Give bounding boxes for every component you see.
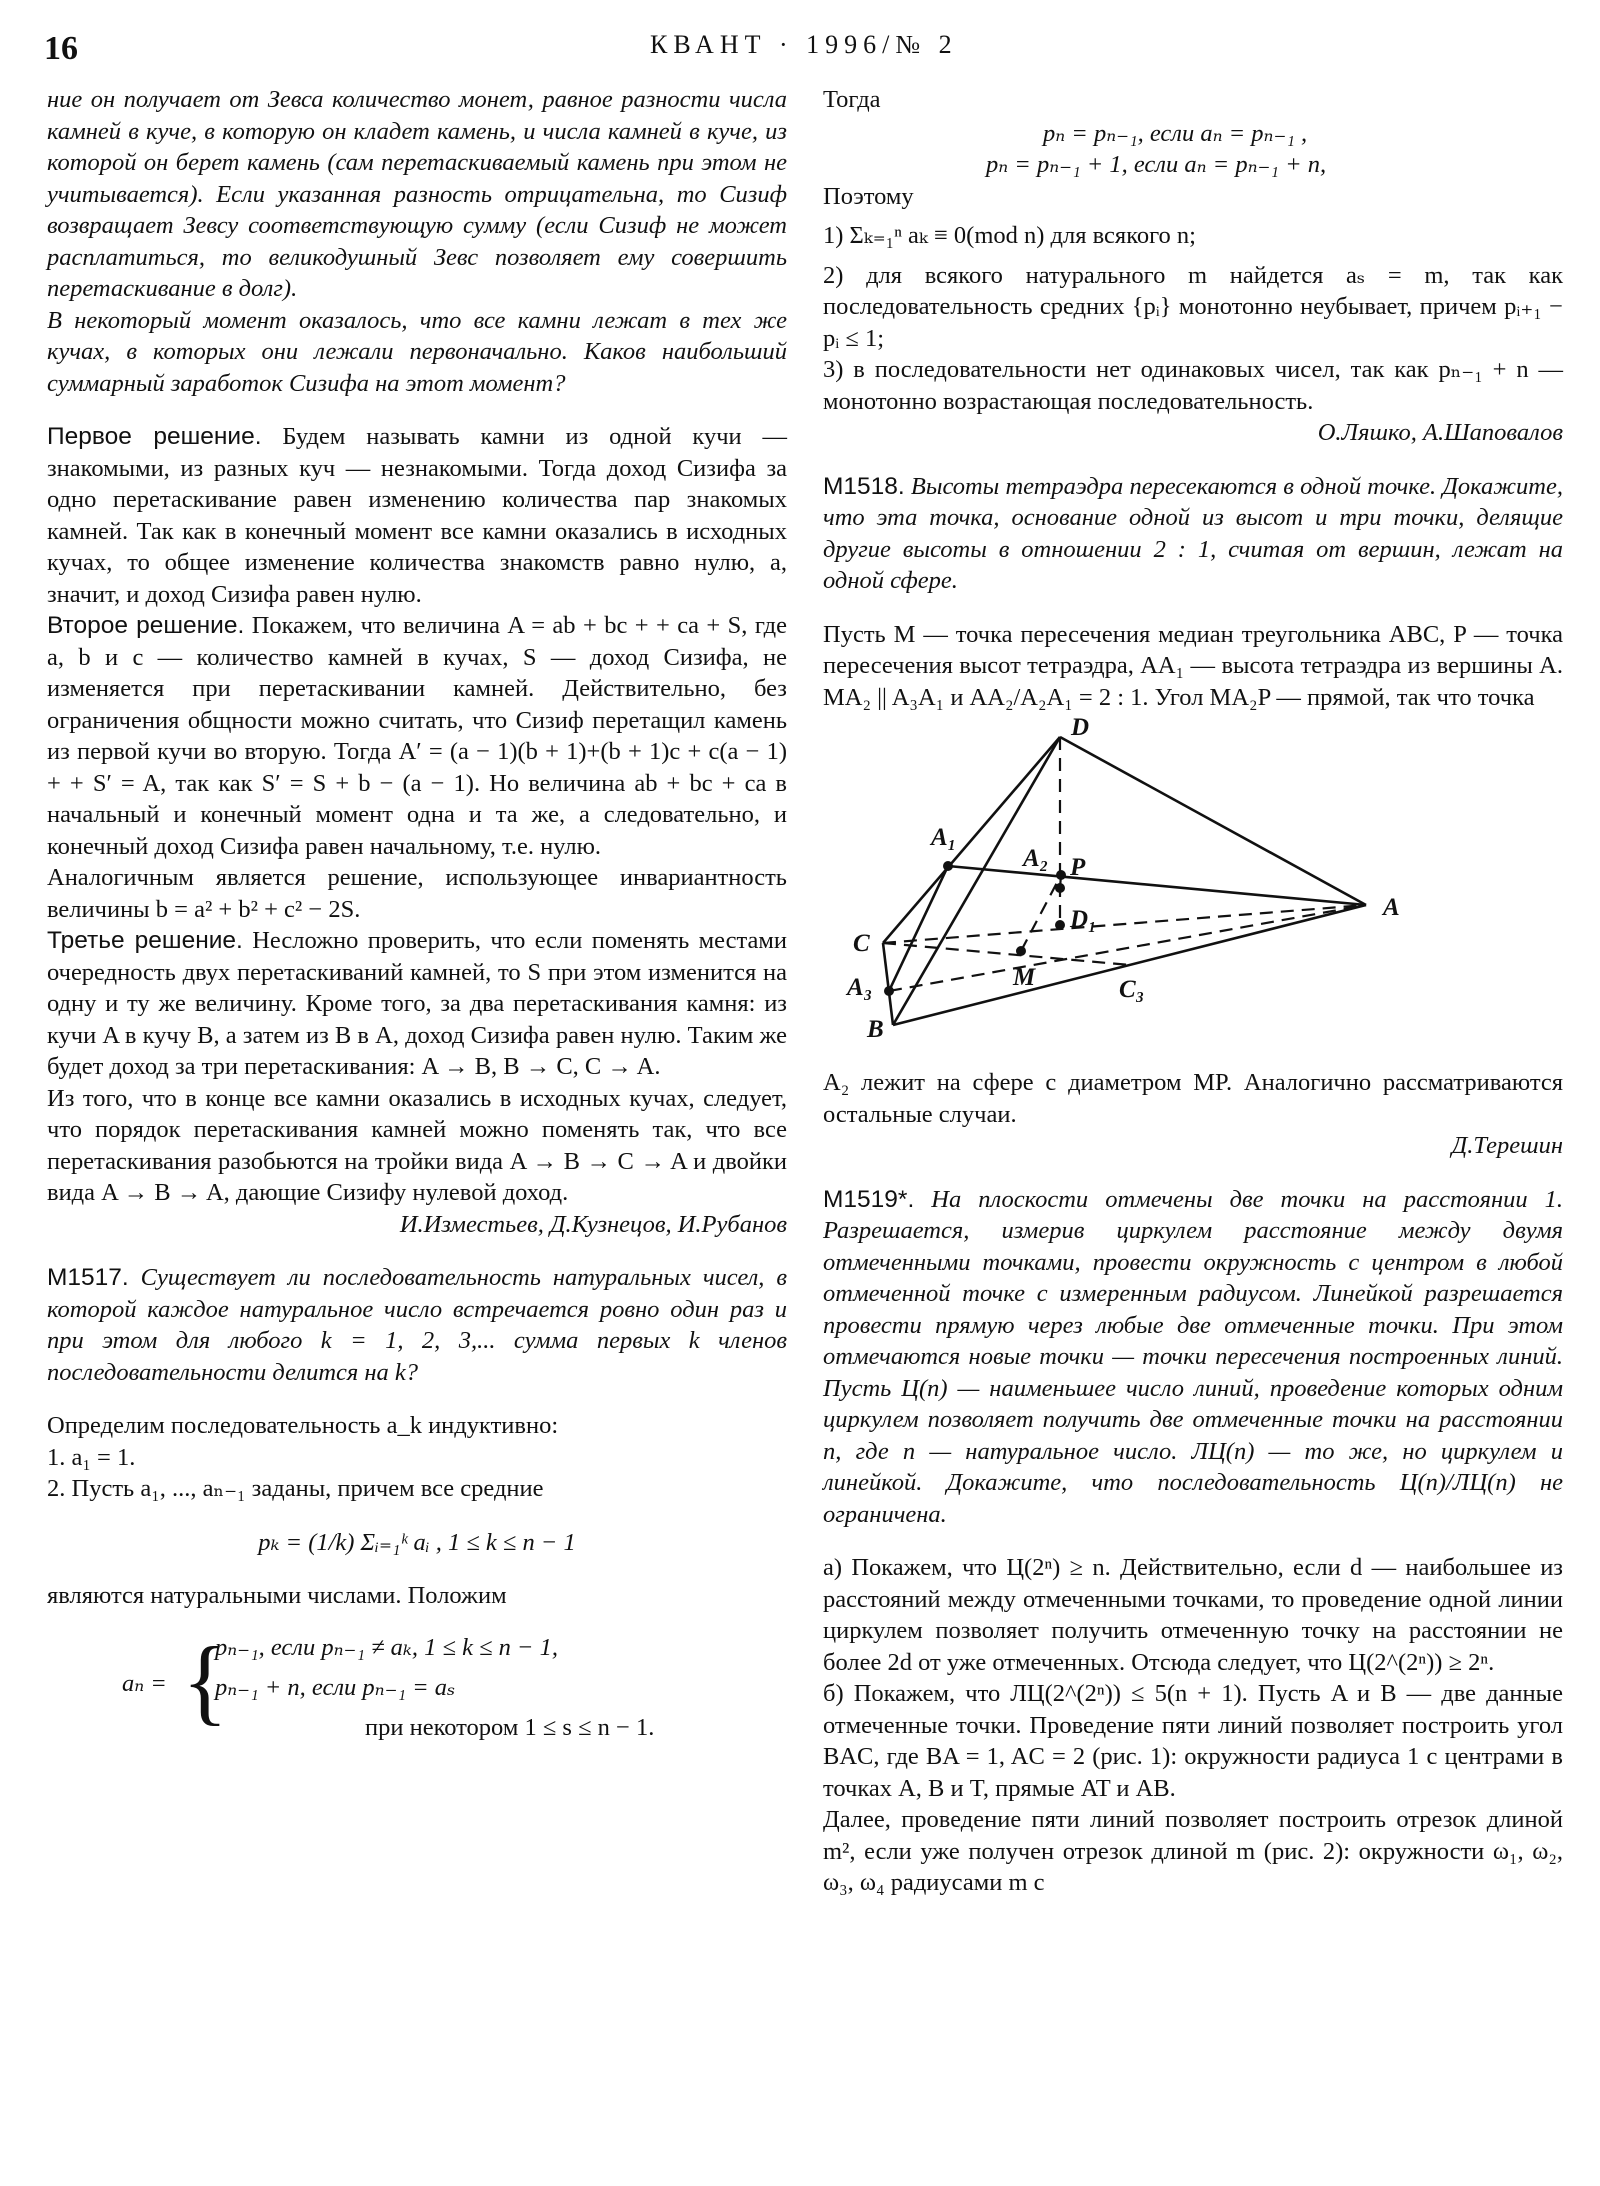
authors-2: Д.Терешин bbox=[1451, 1132, 1563, 1159]
solution-2 bbox=[47, 610, 787, 862]
solution-1-text: Будем называть камни из одной кучи — знакомыми, из разных куч — незнакомыми. Тогда доход Сизифа за одно перетаскивание равен изменению количества пар знакомых камней. Так как в конечный момент все камни оказались в исходных кучах, то общее изменение количества знакомств равно нулю, а, значит, и доход Сизифа равен нулю. bbox=[47, 423, 787, 608]
label-C: C bbox=[853, 930, 870, 957]
m1519-part-a: а) Покажем, что Ц(2ⁿ) ≥ n. Действительно, если d — наибольшее из расстояний между отмеченными точками, то проведение одной линии циркулем позволяет получить отмеченную точку на расстоянии не более 2d от уже отмеченных. Отсюда следует, что Ц(2^(2ⁿ)) ≥ 2ⁿ. bbox=[823, 1554, 1563, 1676]
solution-2-text: Покажем, что величина A = ab + bc + + ca + S, где a, b и c — количество камней в кучах, S — доход Сизифа, не изменяется при перетаскивании камней. Действительно, без ограничения общности можно считать, что Сизиф перетащил камень из первой кучи во вторую. Тогда A′ = (a − 1)(b + 1)+(b + 1)c + c(a − 1) + + S′ = A, так как S′ = S + b − (a − 1). Но величина ab + bc + ca в начальный и конечный момент одна и та же, а следовательно, и конечный доход Сизифа равен начальному, т.е. нулю. bbox=[47, 612, 787, 860]
solution-3-text: Несложно проверить, что если поменять местами очередность двух перетаскиваний камней, то S при этом изменится на одну и ту же величину. Кроме того, за два перетаскивания камня: из кучи A в кучу B, а затем из B в A, доход Сизифа равен нулю. Таким же будет доход за три перетаскивания: A → B, B → C, C → A. bbox=[47, 927, 787, 1080]
then-formula-2: pₙ = pₙ₋₁ + 1, если aₙ = pₙ₋₁ + n, bbox=[986, 151, 1327, 178]
label-B: B bbox=[867, 1016, 884, 1043]
label-P: P bbox=[1070, 854, 1086, 881]
m1519-part-b: б) Покажем, что ЛЦ(2^(2ⁿ)) ≤ 5(n + 1). Пусть A и B — две данные отмеченные точки. Проведение пяти линий позволяет построить угол BAC, где BA = 1, AC = 2 (рис. 1): окружности радиуса 1 с центрами в точках A, B и T, прямые AT и AB. bbox=[823, 1680, 1563, 1802]
label-D: D bbox=[1071, 714, 1090, 741]
problem-m1518 bbox=[823, 471, 1563, 597]
m1517-definition: Определим последовательность a_k индуктивно: bbox=[47, 1412, 559, 1439]
m1517-label: М1517. bbox=[47, 1264, 129, 1291]
item-3: 3) в последовательности нет одинаковых чисел, так как pₙ₋₁ + n — монотонно возрастающая последовательность. bbox=[823, 356, 1563, 415]
case-brace: { bbox=[182, 1626, 229, 1734]
m1519-label: М1519*. bbox=[823, 1185, 915, 1213]
solution-2-label: Второе решение. bbox=[47, 612, 245, 639]
label-M: M bbox=[1013, 964, 1036, 991]
edge-CD bbox=[883, 737, 1060, 943]
point-A2 bbox=[1056, 870, 1066, 880]
authors-1: О.Ляшко, А.Шаповалов bbox=[1317, 419, 1563, 446]
m1517-case-formula bbox=[47, 1626, 787, 1746]
m1518-after-figure: A₂ лежит на сфере с диаметром MP. Аналогично рассматриваются остальные случаи. bbox=[823, 1069, 1563, 1128]
then-formula-1: pₙ = pₙ₋₁, если aₙ = pₙ₋₁ , bbox=[1043, 119, 1308, 147]
solution-3-authors: И.Изместьев, Д.Кузнецов, И.Рубанов bbox=[399, 1210, 787, 1238]
point-P bbox=[1055, 883, 1065, 893]
running-title: КВАНТ · 1996/№ 2 bbox=[650, 30, 958, 59]
edge-BA bbox=[893, 905, 1366, 1025]
m1518-solution: Пусть M — точка пересечения медиан треугольника ABC, P — точка пересечения высот тетраэдра, AA₁ — высота тетраэдра из вершины A. MA₂ || A₃A₁ и AA₂/A₂A₁ = 2 : 1. Угол MA₂P — прямой, так что точка bbox=[823, 620, 1563, 711]
therefore-word: Поэтому bbox=[823, 182, 914, 210]
solution-1-label: Первое решение. bbox=[47, 423, 262, 450]
m1517-step-1: 1. a₁ = 1. bbox=[47, 1443, 136, 1471]
item-1: 1) Σₖ₌₁ⁿ aₖ ≡ 0(mod n) для всякого n; bbox=[823, 222, 1196, 249]
label-A1: A₁ bbox=[931, 824, 957, 851]
m1517-text: Существует ли последовательность натуральных чисел, в которой каждое натуральное число встречается ровно один раз и при этом для любого k = 1, 2, 3,... сумма первых k членов последовательности делится на k? bbox=[47, 1264, 787, 1386]
solution-2-extra: Аналогичным является решение, использующее инвариантность величины b = a² + b² + c² − 2S. bbox=[47, 864, 787, 923]
tetrahedron-figure bbox=[823, 713, 1563, 1063]
line-A3-A1 bbox=[889, 866, 948, 991]
case-lhs: aₙ = bbox=[122, 1669, 167, 1697]
item-2: 2) для всякого натурального m найдется aₛ = m, так как последовательность средних {pᵢ} монотонно неубывает, причем pᵢ₊₁ − pᵢ ≤ 1; bbox=[823, 261, 1563, 352]
solution-3 bbox=[47, 925, 787, 1083]
m1519-text: На плоскости отмечены две точки на расстоянии 1. Разрешается, измерив циркулем расстояние между двумя отмеченными точками, провести окружность с центром в любой отмеченной точке с измеренным радиусом. Линейкой разрешается провести прямую через любые две отмеченные точки. При этом отмечаются новые точки — точки пересечения построенных линий. Пусть Ц(n) — наименьшее число линий, проведение которых одним циркулем позволяет получить две отмеченные точки на расстоянии n, где n — натуральное число. ЛЦ(n) — то же, но циркулем и линейкой. Докажите, что последовательность Ц(n)/ЛЦ(n) не ограничена. bbox=[823, 1185, 1563, 1528]
label-A: A bbox=[1383, 894, 1400, 921]
case-2b: при некотором 1 ≤ s ≤ n − 1. bbox=[365, 1713, 655, 1741]
problem-question: В некоторый момент оказалось, что все камни лежат в тех же кучах, в которых они лежали первоначально. Каков наибольший суммарный заработок Сизифа на этот момент? bbox=[47, 306, 787, 397]
point-A1 bbox=[943, 861, 953, 871]
case-2: pₙ₋₁ + n, если pₙ₋₁ = aₛ bbox=[215, 1673, 456, 1701]
solution-1 bbox=[47, 421, 787, 610]
problem-m1519 bbox=[823, 1184, 1563, 1531]
case-1: pₙ₋₁, если pₙ₋₁ ≠ aₖ, 1 ≤ k ≤ n − 1, bbox=[215, 1633, 559, 1661]
point-D1 bbox=[1055, 920, 1065, 930]
m1517-mean-formula: pₖ = (1/k) Σᵢ₌₁ᵏ aᵢ , 1 ≤ k ≤ n − 1 bbox=[258, 1528, 576, 1556]
right-column bbox=[823, 84, 1563, 1899]
problem-m1517 bbox=[47, 1262, 787, 1388]
label-A2: A₂ bbox=[1023, 845, 1049, 872]
left-column bbox=[47, 84, 787, 1746]
label-A3: A₃ bbox=[847, 974, 873, 1001]
label-D1: D₁ bbox=[1070, 906, 1097, 933]
median-C-C3 bbox=[883, 943, 1130, 965]
solution-3-label: Третье решение. bbox=[47, 927, 243, 954]
m1518-text: Высоты тетраэдра пересекаются в одной точке. Докажите, что эта точка, основание одной из высот и три точки, делящие другие высоты в отношении 2 : 1, считая от вершин, лежат на одной сфере. bbox=[823, 472, 1563, 594]
m1519-part-c: Далее, проведение пяти линий позволяет построить отрезок длиной m², если уже получен отрезок длиной m (рис. 2): окружности ω₁, ω₂, ω₃, ω₄ радиусами m с bbox=[823, 1806, 1563, 1896]
label-C3: C₃ bbox=[1119, 976, 1145, 1003]
m1517-are-natural: являются натуральными числами. Положим bbox=[47, 1582, 507, 1609]
page-number: 16 bbox=[44, 30, 78, 67]
solution-3-extra: Из того, что в конце все камни оказались в исходных кучах, следует, что порядок перетаскивания камней можно поменять так, что все перетаскивания разобьются на тройки вида A → B → C → A и двойки вида A → B → A, дающие Сизифу нулевой доход. bbox=[47, 1084, 787, 1206]
then-word: Тогда bbox=[823, 86, 881, 113]
line-M-A2 bbox=[1021, 875, 1061, 951]
m1518-label: М1518. bbox=[823, 472, 905, 500]
problem-continuation: ние он получает от Зевса количество монет, равное разности числа камней в куче, в которую он кладет камень, и числа камней в куче, из которой он берет камень (сам перетаскиваемый камень при этом не учитывается). Если указанная разность отрицательна, то Сизиф возвращает Зевсу соответствующую сумму (если Сизиф не может расплатиться, то великодушный Зевс позволяет ему совершить перетаскивание в долг). bbox=[47, 86, 787, 302]
point-M bbox=[1016, 946, 1026, 956]
point-A3 bbox=[884, 986, 894, 996]
m1517-step-2: 2. Пусть a₁, ..., aₙ₋₁ заданы, причем все средние bbox=[47, 1475, 544, 1502]
